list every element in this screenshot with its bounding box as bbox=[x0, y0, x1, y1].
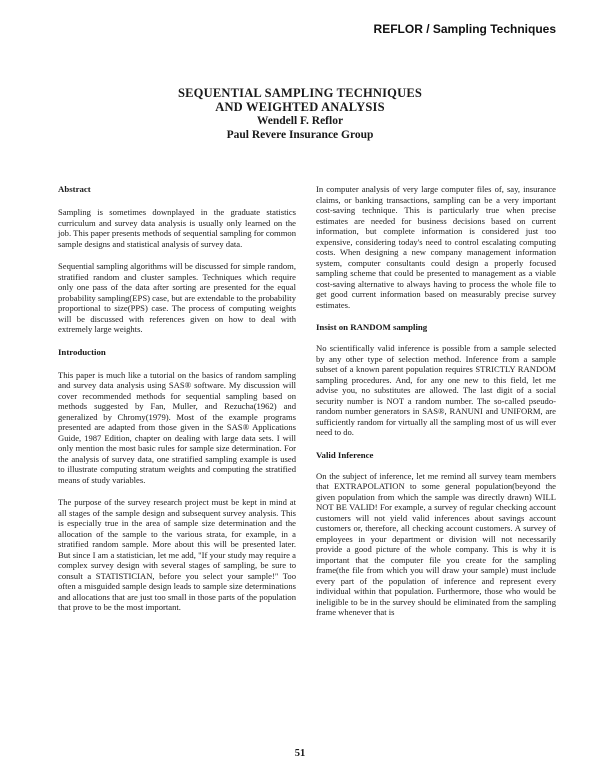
valid-inference-heading: Valid Inference bbox=[316, 449, 374, 460]
running-head: REFLOR / Sampling Techniques bbox=[373, 22, 556, 36]
author: Wendell F. Reflor bbox=[256, 115, 344, 127]
right-paragraph-1: In computer analysis of very large computer files of, say, insurance claims, or banking transactions, sampling can be a very important cost-saving technique. This is particularly true when precise estimates are needed for business decisions based on current information, but complete information is considered just too expensive, considering today's need to control escalating computing costs. When designing a new company management information system, computer consultants could design a properly focused sampling scheme that could be presented to management as a viable cost-saving alternative to always having to process the whole file to get good current information based on measurably precise survey estimates. bbox=[316, 184, 556, 310]
page-number: 51 bbox=[294, 748, 306, 759]
random-sampling-heading: Insist on RANDOM sampling bbox=[316, 322, 428, 332]
introduction-paragraph-1: This paper is much like a tutorial on the basics of random sampling and survey data analysis using SAS® software. My discussion will cover recommended methods for sequential sampling based on methods suggested by Fan, Muller, and Rezucha(1962) and generalized by Chromy(1979). Most of the example programs presented are adapted from those given in the SAS® Applications Guide, 1987 Edition, chapter on dealing with large data sets. I will only mention the most basic rules for sample size determination. For the analysis of survey data, one stratified sampling example is used to illustrate computing stratum weights and computing the stratified means of study variables. bbox=[58, 369, 296, 485]
title-block bbox=[0, 86, 600, 142]
abstract-paragraph-1: Sampling is sometimes downplayed in the graduate statistics curriculum and survey data analysis is usually only learned on the job. This paper presents methods of sequential sampling for common sample designs and statistical analysis of survey data. bbox=[58, 207, 296, 249]
title-line-1: SEQUENTIAL SAMPLING TECHNIQUES bbox=[177, 86, 423, 100]
abstract-paragraph-2: Sequential sampling algorithms will be discussed for simple random, stratified random and cluster samples. Techniques which require only one pass of the data after sorting are presented for the equal probability sampling(EPS) case, but are extendable to the probability proportional to size(PPS) case. The process of computing weights will be discussed with references given on how to deal with extremely large weights. bbox=[58, 261, 296, 334]
introduction-paragraph-2: The purpose of the survey research project must be kept in mind at all stages of the sample design and subsequent survey analysis. This is especially true in the area of sample size determination and the allocation of the sample to the various strata, for example, in a stratified random sample. More about this will be presented later. But since I am a statistician, let me add, "If your study may require a complex survey design with several stages of sampling, be sure to consult a STATISTICIAN, before you select your sample!" Too often a misguided sample design leads to sample size determinations and allocations that are just too small in those parts of the population that prove to be the most important. bbox=[58, 497, 296, 612]
right-column bbox=[316, 184, 556, 618]
abstract-heading: Abstract bbox=[58, 184, 91, 194]
valid-inference-paragraph: On the subject of inference, let me remind all survey team members that EXTRAPOLATION to some general population(beyond the given population from which the sample was directly drawn) WILL NOT BE VALID! For example, a survey of regular checking account customers will not yield valid inferences about savings account customers or, therefore, all checking account customers. A survey of employees in your department or division will not necessarily provide a good picture of the whole company. This is why it is important that the computer file you create for the sampling frame(the file from which you will draw your sample) must include every part of the population of inference and represent every individual within that population. Furthermore, those who would be ineligible to be in the survey should be eliminated from the sampling frame whenever that is bbox=[316, 470, 556, 617]
random-sampling-paragraph: No scientifically valid inference is possible from a sample selected by any other type of selection method. Inference from a sample subset of a known parent population requires STRICTLY RANDOM sampling procedures. And, for any one new to this field, let me advise you, no substitutes are allowed. The last digit of a social security number is NOT a random number. The so-called pseudo-random number generators in SAS®, RANUNI and UNIFORM, are sufficiently random for virtually all the sampling most of us will ever need to do. bbox=[316, 343, 556, 437]
title-line-2: AND WEIGHTED ANALYSIS bbox=[215, 100, 385, 114]
introduction-heading: Introduction bbox=[58, 346, 106, 357]
affiliation: Paul Revere Insurance Group bbox=[226, 129, 374, 141]
left-column bbox=[58, 184, 296, 613]
